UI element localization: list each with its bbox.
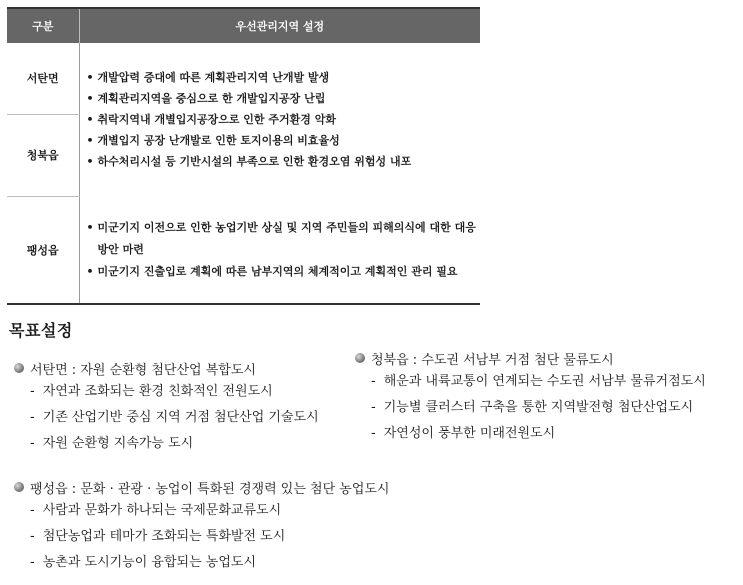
priority-area-table — [7, 7, 480, 305]
header-priority-area: 우선관리지역 설정 — [79, 8, 480, 43]
goal-item: - 자연과 조화되는 환경 친화적인 전원도시 — [30, 384, 273, 399]
circle-bullet-icon — [14, 482, 24, 492]
list-item: • 취락지역내 개별입지공장으로 인한 주거환경 악화 — [86, 109, 481, 130]
shared-content-cell — [79, 43, 480, 196]
goal-pyeongseong — [14, 476, 390, 576]
pyeongseong-content-cell — [79, 196, 480, 304]
header-division: 구분 — [7, 8, 79, 43]
shared-item-list — [86, 67, 481, 172]
goal-heading: 서탄면 : 자원 순환형 첨단산업 복합도시 — [30, 362, 256, 378]
goal-item: - 사람과 문화가 하나되는 국제문화교류도시 — [30, 503, 282, 518]
region-cheongbuk: 청북읍 — [7, 114, 79, 196]
circle-bullet-icon — [14, 363, 24, 373]
pyeongseong-item-list — [86, 217, 481, 283]
region-seotan: 서탄면 — [7, 43, 79, 114]
section-title: 목표설정 — [9, 321, 73, 340]
list-item: • 개발압력 증대에 따른 계획관리지역 난개발 발생 — [86, 67, 481, 88]
goal-heading: 청북읍 : 수도권 서남부 거점 첨단 물류도시 — [371, 352, 614, 368]
circle-bullet-icon — [355, 353, 365, 363]
region-pyeongseong: 팽성읍 — [7, 196, 79, 304]
goal-item: - 해운과 내륙교통이 연계되는 수도권 서남부 물류거점도시 — [371, 374, 706, 389]
goal-item: - 기존 산업기반 중심 지역 거점 첨단산업 기술도시 — [30, 410, 319, 425]
goal-item: - 자연성이 풍부한 미래전원도시 — [371, 426, 556, 441]
goal-cheongbuk — [355, 347, 706, 447]
list-item: • 계획관리지역을 중심으로 한 개발입지공장 난립 — [86, 88, 481, 109]
goal-seotan — [14, 357, 319, 457]
goal-item: - 기능별 클러스터 구축을 통한 지역발전형 첨단산업도시 — [371, 400, 694, 415]
list-item: • 개별입지 공장 난개발로 인한 토지이용의 비효율성 — [86, 130, 481, 151]
list-item: • 하수처리시설 등 기반시설의 부족으로 인한 환경오염 위험성 내포 — [86, 151, 481, 172]
goal-item: - 농촌과 도시기능이 융합되는 농업도시 — [30, 555, 257, 570]
goal-item: - 첨단농업과 테마가 조화되는 특화발전 도시 — [30, 529, 286, 544]
goal-item: - 자원 순환형 지속가능 도시 — [30, 436, 194, 451]
list-item: • 미군기지 진출입로 계획에 따른 남부지역의 체계적이고 계획적인 관리 필요 — [86, 261, 481, 283]
list-item: • 미군기지 이전으로 인한 농업기반 상실 및 지역 주민들의 피해의식에 대한 대응방안 마련 — [86, 217, 481, 261]
goal-heading: 팽성읍 : 문화 · 관광 · 농업이 특화된 경쟁력 있는 첨단 농업도시 — [30, 481, 390, 497]
